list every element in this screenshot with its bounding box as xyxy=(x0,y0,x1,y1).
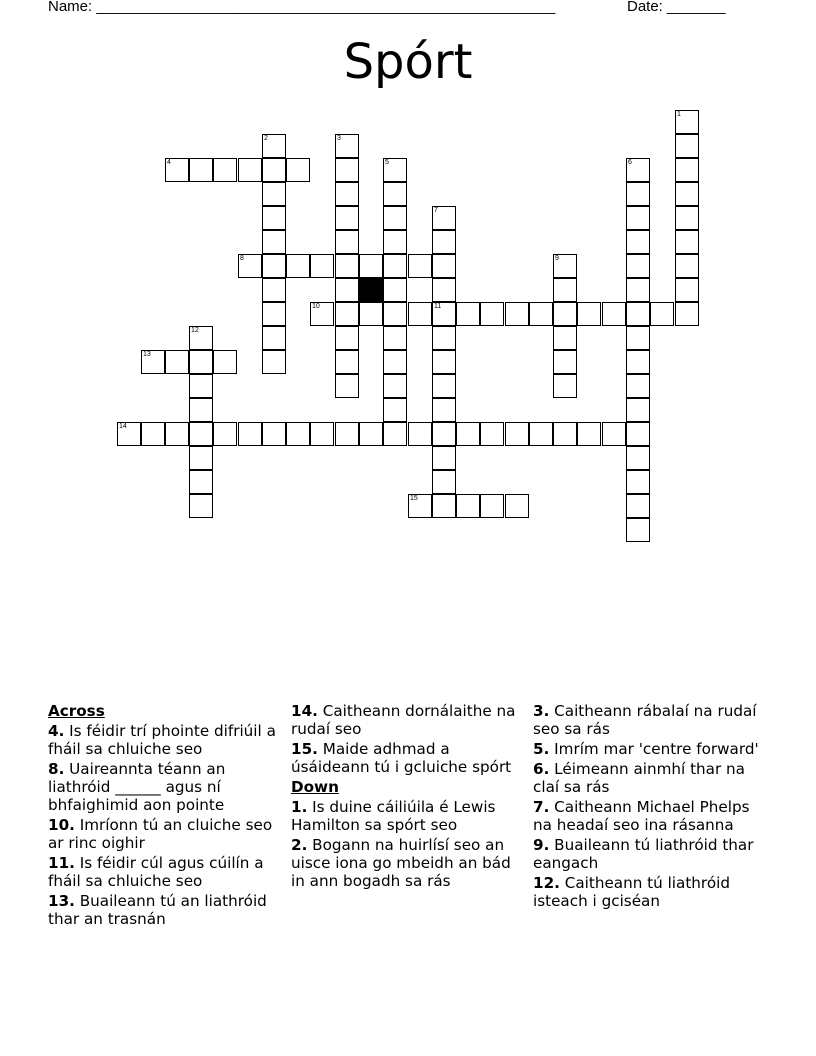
crossword-cell[interactable] xyxy=(626,422,650,446)
crossword-cell[interactable] xyxy=(335,254,359,278)
crossword-cell[interactable] xyxy=(432,350,456,374)
crossword-cell[interactable] xyxy=(383,374,407,398)
clue-item xyxy=(48,816,280,852)
down-clue-list xyxy=(291,798,529,890)
crossword-cell[interactable] xyxy=(432,446,456,470)
crossword-cell[interactable] xyxy=(432,398,456,422)
crossword-cell[interactable] xyxy=(602,302,626,326)
clue-item xyxy=(48,892,280,928)
crossword-cell[interactable] xyxy=(359,302,383,326)
crossword-cell[interactable] xyxy=(189,422,213,446)
crossword-cell[interactable] xyxy=(432,254,456,278)
crossword-cell[interactable] xyxy=(626,398,650,422)
clue-text: Buaileann tú liathróid thar eangach xyxy=(533,836,754,872)
crossword-cell[interactable] xyxy=(553,374,577,398)
crossword-cell[interactable] xyxy=(553,302,577,326)
crossword-cell[interactable] xyxy=(165,158,189,182)
crossword-cell[interactable] xyxy=(553,278,577,302)
crossword-cell[interactable] xyxy=(335,134,359,158)
crossword-cell[interactable] xyxy=(408,254,432,278)
crossword-black-cell xyxy=(359,278,383,302)
crossword-cell[interactable] xyxy=(262,278,286,302)
across-clue-list xyxy=(48,722,280,928)
crossword-cell[interactable] xyxy=(480,494,504,518)
crossword-cell[interactable] xyxy=(626,518,650,542)
crossword-cell[interactable] xyxy=(383,254,407,278)
crossword-cell[interactable] xyxy=(529,422,553,446)
clue-number-label: 13. xyxy=(48,892,75,910)
clue-number-label: 1. xyxy=(291,798,308,816)
date-field-label: Date: _______ xyxy=(627,0,726,15)
crossword-cell[interactable] xyxy=(335,422,359,446)
clue-text: Imrím mar 'centre forward' xyxy=(549,740,759,758)
crossword-cell[interactable] xyxy=(626,350,650,374)
crossword-cell[interactable] xyxy=(553,422,577,446)
crossword-cell[interactable] xyxy=(286,422,310,446)
clue-item xyxy=(533,874,773,910)
crossword-cell[interactable] xyxy=(675,134,699,158)
clue-item xyxy=(291,836,529,890)
crossword-cell[interactable] xyxy=(553,350,577,374)
clues-column-3 xyxy=(533,702,773,912)
clue-text: Is féidir trí phointe difriúil a fháil sa chluiche seo xyxy=(48,722,276,758)
clue-text: Is duine cáiliúila é Lewis Hamilton sa spórt seo xyxy=(291,798,496,834)
clue-number-label: 7. xyxy=(533,798,550,816)
crossword-cell[interactable] xyxy=(383,206,407,230)
clue-number-label: 3. xyxy=(533,702,550,720)
clue-number-label: 5. xyxy=(533,740,550,758)
crossword-cell[interactable] xyxy=(213,158,237,182)
crossword-cell[interactable] xyxy=(189,374,213,398)
crossword-cell[interactable] xyxy=(189,470,213,494)
crossword-cell[interactable] xyxy=(262,254,286,278)
crossword-cell[interactable] xyxy=(213,350,237,374)
clue-number-label: 10. xyxy=(48,816,75,834)
clue-item xyxy=(48,760,280,814)
crossword-cell[interactable] xyxy=(553,326,577,350)
clue-number: 15 xyxy=(410,495,418,502)
crossword-cell[interactable] xyxy=(335,278,359,302)
crossword-cell[interactable] xyxy=(626,158,650,182)
crossword-cell[interactable] xyxy=(238,254,262,278)
crossword-cell[interactable] xyxy=(238,158,262,182)
crossword-cell[interactable] xyxy=(675,302,699,326)
clue-text: Buaileann tú an liathróid thar an trasnán xyxy=(48,892,267,928)
crossword-cell[interactable] xyxy=(675,254,699,278)
crossword-cell[interactable] xyxy=(359,422,383,446)
clue-number-label: 6. xyxy=(533,760,550,778)
down-heading: Down xyxy=(291,778,339,796)
clue-number-label: 2. xyxy=(291,836,308,854)
crossword-cell[interactable] xyxy=(359,254,383,278)
crossword-cell[interactable] xyxy=(626,278,650,302)
crossword-cell[interactable] xyxy=(117,422,141,446)
clue-item xyxy=(533,702,773,738)
crossword-cell[interactable] xyxy=(408,494,432,518)
crossword-cell[interactable] xyxy=(432,494,456,518)
crossword-cell[interactable] xyxy=(238,422,262,446)
crossword-cell[interactable] xyxy=(675,230,699,254)
across-clue-list-continued xyxy=(291,702,529,776)
clues-column-1 xyxy=(48,702,280,930)
crossword-cell[interactable] xyxy=(650,302,674,326)
crossword-cell[interactable] xyxy=(310,422,334,446)
crossword-cell[interactable] xyxy=(626,494,650,518)
crossword-cell[interactable] xyxy=(335,302,359,326)
crossword-cell[interactable] xyxy=(189,158,213,182)
crossword-cell[interactable] xyxy=(383,230,407,254)
clue-text: Is féidir cúl agus cúilín a fháil sa chluiche seo xyxy=(48,854,264,890)
crossword-cell[interactable] xyxy=(335,230,359,254)
crossword-cell[interactable] xyxy=(383,182,407,206)
clue-number: 10 xyxy=(312,303,320,310)
crossword-cell[interactable] xyxy=(480,302,504,326)
clue-text: Imríonn tú an cluiche seo ar rinc oighir xyxy=(48,816,273,852)
clue-item xyxy=(533,740,773,758)
crossword-cell[interactable] xyxy=(383,302,407,326)
crossword-cell[interactable] xyxy=(432,422,456,446)
crossword-cell[interactable] xyxy=(383,326,407,350)
crossword-cell[interactable] xyxy=(262,158,286,182)
crossword-cell[interactable] xyxy=(262,302,286,326)
crossword-cell[interactable] xyxy=(505,422,529,446)
clue-number-label: 12. xyxy=(533,874,560,892)
crossword-cell[interactable] xyxy=(262,134,286,158)
clue-text: Léimeann ainmhí thar na claí sa rás xyxy=(533,760,745,796)
clue-item xyxy=(291,740,529,776)
crossword-cell[interactable] xyxy=(262,422,286,446)
crossword-cell[interactable] xyxy=(383,398,407,422)
crossword-cell[interactable] xyxy=(286,254,310,278)
crossword-cell[interactable] xyxy=(310,302,334,326)
across-heading: Across xyxy=(48,702,105,720)
clue-number-label: 4. xyxy=(48,722,65,740)
crossword-cell[interactable] xyxy=(189,398,213,422)
crossword-cell[interactable] xyxy=(189,446,213,470)
clue-number: 3 xyxy=(337,135,341,142)
clue-number: 7 xyxy=(434,207,438,214)
crossword-cell[interactable] xyxy=(675,110,699,134)
crossword-cell[interactable] xyxy=(626,182,650,206)
crossword-cell[interactable] xyxy=(335,206,359,230)
crossword-cell[interactable] xyxy=(335,158,359,182)
crossword-cell[interactable] xyxy=(626,302,650,326)
crossword-cell[interactable] xyxy=(432,278,456,302)
crossword-cell[interactable] xyxy=(480,422,504,446)
crossword-cell[interactable] xyxy=(383,278,407,302)
crossword-cell[interactable] xyxy=(262,182,286,206)
crossword-cell[interactable] xyxy=(626,470,650,494)
crossword-cell[interactable] xyxy=(383,350,407,374)
clue-number-label: 8. xyxy=(48,760,65,778)
page-title: Spórt xyxy=(343,34,473,90)
crossword-cell[interactable] xyxy=(335,182,359,206)
clue-number-label: 15. xyxy=(291,740,318,758)
crossword-cell[interactable] xyxy=(141,422,165,446)
crossword-cell[interactable] xyxy=(213,422,237,446)
crossword-cell[interactable] xyxy=(383,422,407,446)
clue-number-label: 14. xyxy=(291,702,318,720)
clue-text: Caitheann tú liathróid isteach i gciséan xyxy=(533,874,730,910)
crossword-cell[interactable] xyxy=(432,470,456,494)
crossword-cell[interactable] xyxy=(626,326,650,350)
crossword-cell[interactable] xyxy=(286,158,310,182)
crossword-cell[interactable] xyxy=(432,374,456,398)
crossword-cell[interactable] xyxy=(335,374,359,398)
crossword-cell[interactable] xyxy=(432,326,456,350)
clue-text: Uaireannta téann an liathróid ______ agus ní bhfaighimid aon pointe xyxy=(48,760,226,814)
crossword-cell[interactable] xyxy=(335,326,359,350)
crossword-cell[interactable] xyxy=(383,158,407,182)
crossword-cell[interactable] xyxy=(310,254,334,278)
crossword-cell[interactable] xyxy=(165,350,189,374)
clue-number: 1 xyxy=(677,111,681,118)
crossword-cell[interactable] xyxy=(456,494,480,518)
clue-number: 5 xyxy=(385,159,389,166)
crossword-cell[interactable] xyxy=(675,278,699,302)
crossword-cell[interactable] xyxy=(408,302,432,326)
crossword-cell[interactable] xyxy=(505,494,529,518)
crossword-cell[interactable] xyxy=(553,254,577,278)
crossword-cell[interactable] xyxy=(626,374,650,398)
crossword-cell[interactable] xyxy=(165,422,189,446)
name-field-label: Name: _______________________________________________________ xyxy=(48,0,556,15)
clue-number: 8 xyxy=(240,255,244,262)
clue-text: Bogann na huirlísí seo an uisce iona go mbeidh an bád in ann bogadh sa rás xyxy=(291,836,511,890)
crossword-cell[interactable] xyxy=(505,302,529,326)
clue-number: 4 xyxy=(167,159,171,166)
crossword-cell[interactable] xyxy=(456,422,480,446)
clue-number: 11 xyxy=(434,303,442,310)
clue-text: Caitheann rábalaí na rudaí seo sa rás xyxy=(533,702,757,738)
clue-number: 13 xyxy=(143,351,151,358)
crossword-cell[interactable] xyxy=(408,422,432,446)
clue-item xyxy=(291,798,529,834)
crossword-cell[interactable] xyxy=(626,254,650,278)
clue-item xyxy=(48,854,280,890)
clue-text: Maide adhmad a úsáideann tú i gcluiche spórt xyxy=(291,740,512,776)
clue-item xyxy=(533,798,773,834)
clues-column-2 xyxy=(291,702,529,892)
crossword-cell[interactable] xyxy=(529,302,553,326)
crossword-cell[interactable] xyxy=(189,350,213,374)
clue-item xyxy=(533,836,773,872)
crossword-cell[interactable] xyxy=(189,326,213,350)
clue-number: 14 xyxy=(119,423,127,430)
clue-item xyxy=(48,722,280,758)
down-clue-list-continued xyxy=(533,702,773,910)
crossword-cell[interactable] xyxy=(432,302,456,326)
crossword-cell[interactable] xyxy=(262,206,286,230)
clue-item xyxy=(533,760,773,796)
clue-number-label: 11. xyxy=(48,854,75,872)
crossword-cell[interactable] xyxy=(432,230,456,254)
clue-item xyxy=(291,702,529,738)
crossword-cell[interactable] xyxy=(262,230,286,254)
clue-number: 2 xyxy=(264,135,268,142)
clue-number-label: 9. xyxy=(533,836,550,854)
crossword-cell[interactable] xyxy=(626,230,650,254)
crossword-cell[interactable] xyxy=(262,326,286,350)
crossword-cell[interactable] xyxy=(675,206,699,230)
crossword-cell[interactable] xyxy=(335,350,359,374)
crossword-cell[interactable] xyxy=(432,206,456,230)
crossword-cell[interactable] xyxy=(675,182,699,206)
crossword-cell[interactable] xyxy=(602,422,626,446)
clue-number: 12 xyxy=(191,327,199,334)
crossword-cell[interactable] xyxy=(577,302,601,326)
clue-text: Caitheann Michael Phelps na headaí seo ina rásanna xyxy=(533,798,750,834)
crossword-cell[interactable] xyxy=(189,494,213,518)
crossword-cell[interactable] xyxy=(626,446,650,470)
clue-text: Caitheann dornálaithe na rudaí seo xyxy=(291,702,516,738)
crossword-cell[interactable] xyxy=(626,206,650,230)
crossword-cell[interactable] xyxy=(262,350,286,374)
crossword-cell[interactable] xyxy=(675,158,699,182)
clue-number: 9 xyxy=(555,255,559,262)
crossword-cell[interactable] xyxy=(456,302,480,326)
clue-number: 6 xyxy=(628,159,632,166)
crossword-cell[interactable] xyxy=(141,350,165,374)
crossword-cell[interactable] xyxy=(577,422,601,446)
